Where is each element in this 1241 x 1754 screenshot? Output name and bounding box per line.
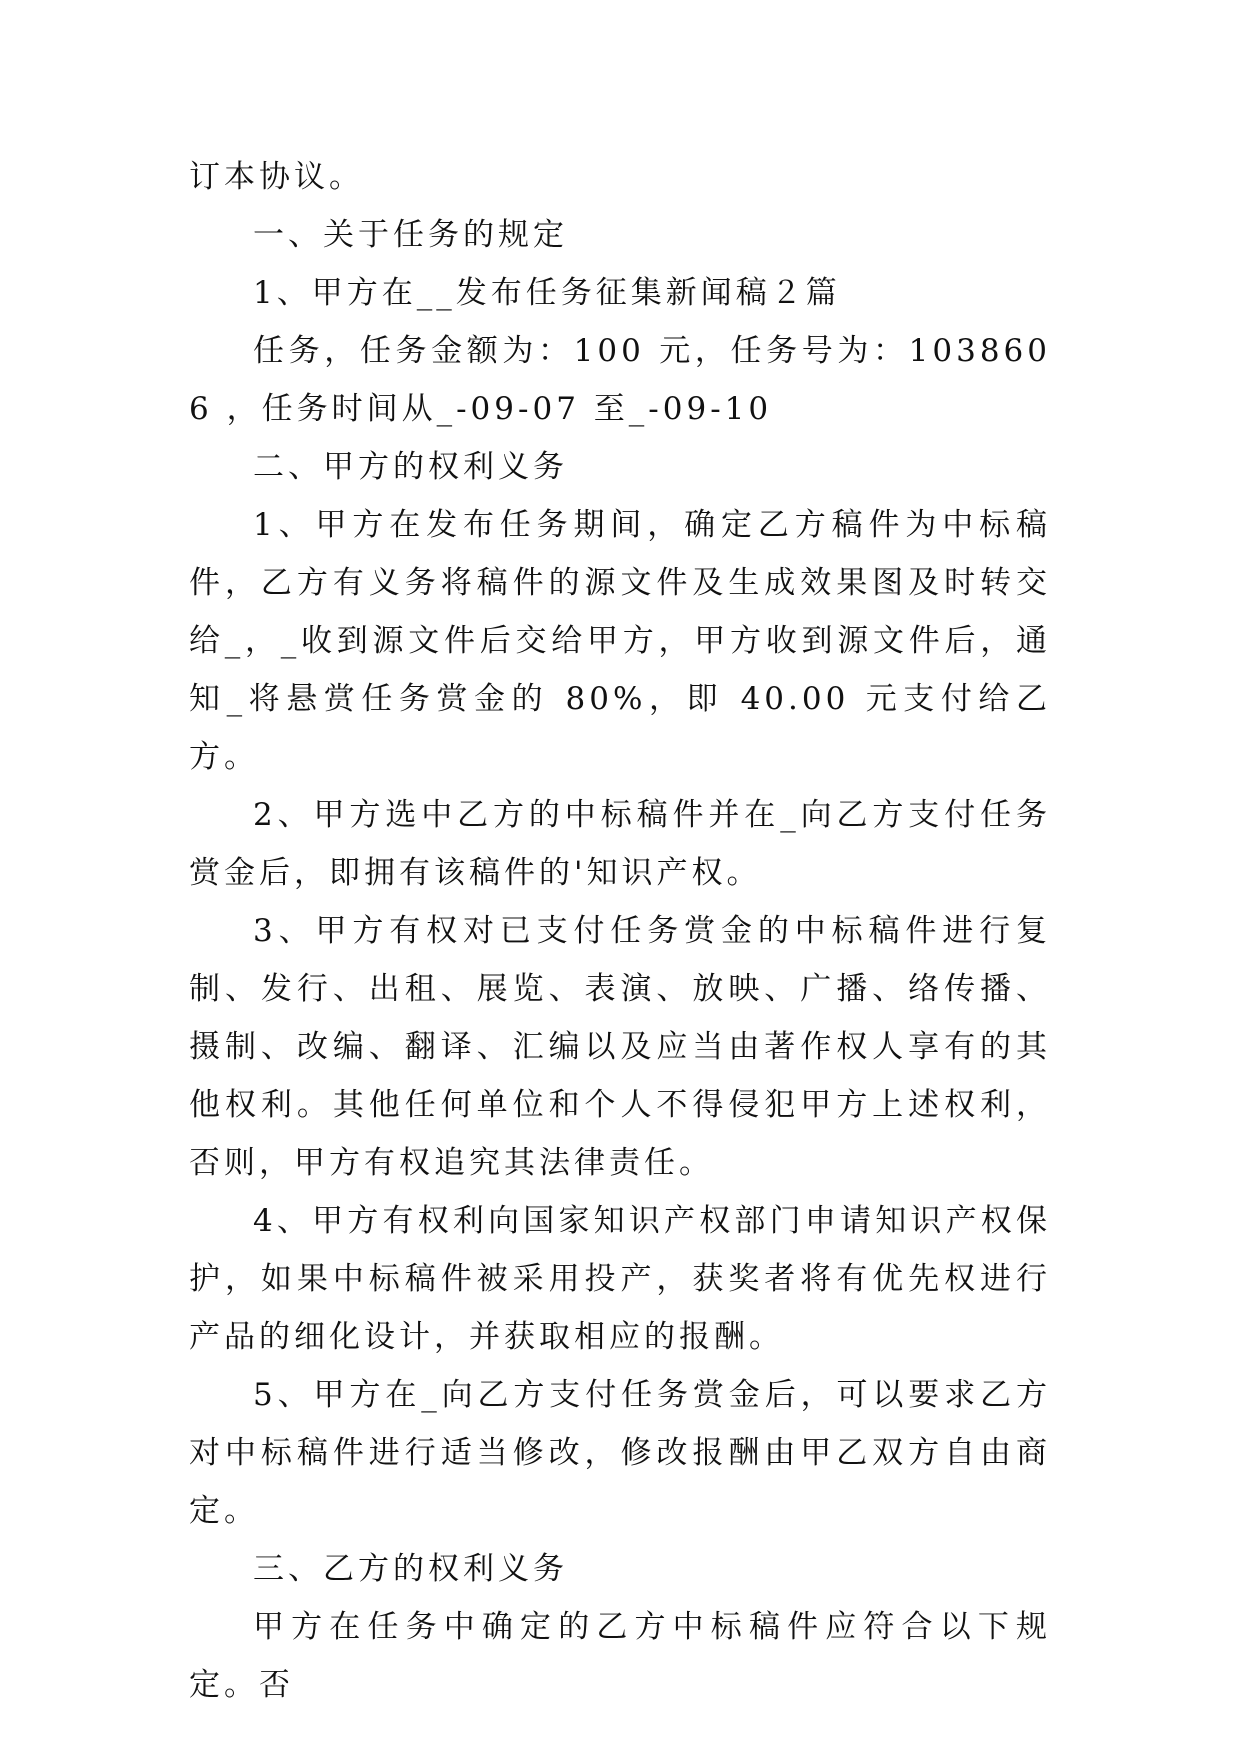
paragraph-party-a-clause-1: 1、甲方在发布任务期间，确定乙方稿件为中标稿件，乙方有义务将稿件的源文件及生成效果图及时转交给_，_收到源文件后交给甲方，甲方收到源文件后，通知_将悬赏任务赏金的 80%，即 40.00 元支付给乙方。 bbox=[189, 507, 1051, 775]
paragraph-party-b-intro: 甲方在任务中确定的乙方中标稿件应符合以下规定。否 bbox=[189, 1609, 1051, 1703]
section-heading-party-a-rights: 二、甲方的权利义务 bbox=[253, 449, 568, 485]
paragraph-task-amount: 任务，任务金额为：100 元，任务号为：1038606 ，任务时间从_-09-07 至_-09-10 bbox=[189, 333, 1051, 427]
document-body bbox=[189, 148, 1051, 1714]
paragraph-party-a-clause-3: 3、甲方有权对已支付任务赏金的中标稿件进行复制、发行、出租、展览、表演、放映、广播、络传播、摄制、改编、翻译、汇编以及应当由著作权人享有的其他权利。其他任何单位和个人不得侵犯甲方上述权利，否则，甲方有权追究其法律责任。 bbox=[189, 913, 1051, 1181]
section-heading-task-rules: 一、关于任务的规定 bbox=[253, 217, 568, 253]
paragraph-closing-line: 订本协议。 bbox=[189, 159, 364, 195]
paragraph-party-a-clause-4: 4、甲方有权利向国家知识产权部门申请知识产权保护，如果中标稿件被采用投产，获奖者将有优先权进行产品的细化设计，并获取相应的报酬。 bbox=[189, 1203, 1051, 1355]
paragraph-party-a-clause-2: 2、甲方选中乙方的中标稿件并在_向乙方支付任务赏金后，即拥有该稿件的'知识产权。 bbox=[189, 797, 1051, 891]
paragraph-party-a-clause-5: 5、甲方在_向乙方支付任务赏金后，可以要求乙方对中标稿件进行适当修改，修改报酬由甲乙双方自由商定。 bbox=[189, 1377, 1051, 1529]
paragraph-task-publish: 1、甲方在__发布任务征集新闻稿２篇 bbox=[253, 275, 841, 311]
section-heading-party-b-rights: 三、乙方的权利义务 bbox=[253, 1551, 568, 1587]
